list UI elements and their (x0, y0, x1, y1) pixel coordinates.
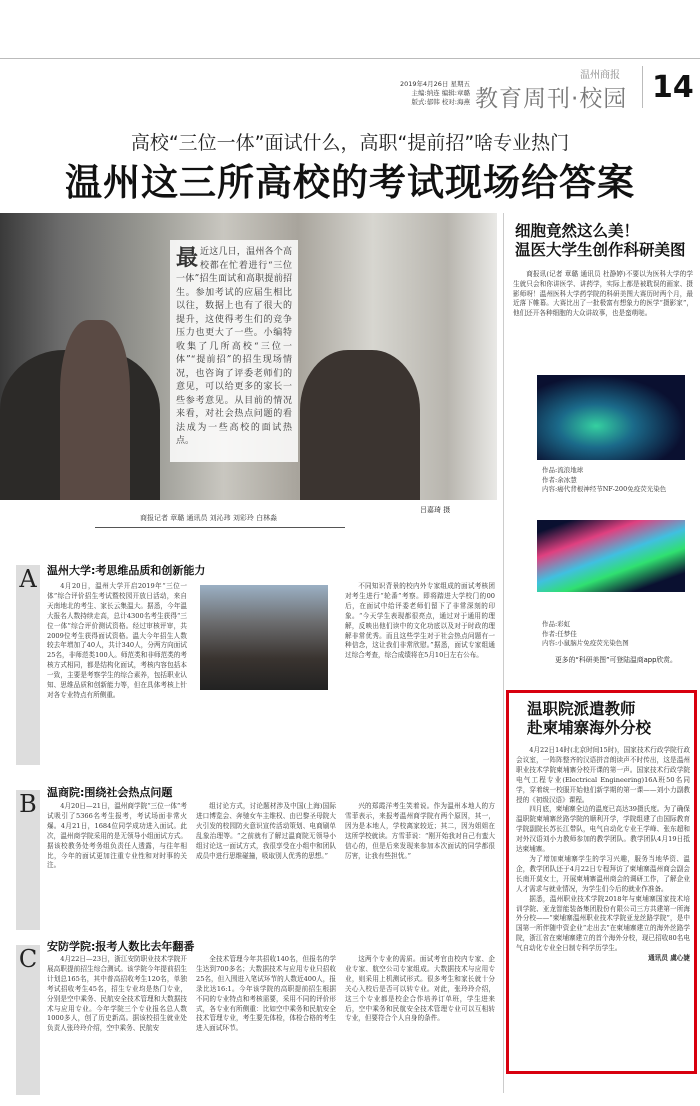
micrograph-1 (537, 375, 685, 460)
section-b-col1: 4月20日—21日，温州商学院“三位一体”考试吸引了5366名考生报考，考试场面非常火爆。4月21日，1684位同学成功进入面试。此次，温州商学院采用的是无领导小组面试方式。据该校教务处考务组负责任人透露，与往年相比，今年的面试更加注重专业性和对时事的关注。 (47, 802, 187, 870)
section-a-marker: A (16, 565, 40, 765)
issue-date: 2019年4月26日 星期五 (399, 80, 470, 88)
feature-title-line2: 赴柬埔寨海外分校 (527, 719, 652, 737)
column-divider (503, 213, 504, 1093)
divider (642, 66, 643, 108)
work-title: 作品:彩虹 (542, 620, 571, 628)
section-c-marker: C (16, 945, 40, 1095)
kicker: 高校“三位一体”面试什么，高职“提前招”啥专业热门 (130, 132, 570, 154)
work-1-caption (542, 466, 666, 495)
section-a-photo (200, 585, 328, 690)
editors: 主编:纳连 编辑:章璐 (411, 89, 470, 97)
lead-intro (170, 240, 298, 462)
section-c-col1: 4月22日—23日，浙江安防职业技术学院开展高职提前招生综合测试。该学院今年提前招生计划总165名，其中普高招收考生120名，单独考试招收考生45名，招生专业均是热门专业，分别是空中乘务、民航安全技术管理和大数据技术与应用专业。今年学院三个专业报名总人数1000多人，创了历史新高。据该校招生就业处负责人张玲玲介绍，空中乘务、民航安 (47, 955, 187, 1033)
masthead-meta (390, 80, 470, 107)
section-b-col3: 兴的郑霞洋考生笑着说。作为温州本地人的方雪菲表示，来报考温州商学院有两个原因，其一，因为是本地人，学校离家较近；其二，因为姐姐在这所学校就读。方雪菲说：“刚开始我对自己有蛮大信心的，但是后来发现来参加本次面试的同学都很厉害，让我有些担忧。” (345, 802, 495, 860)
section-b-title: 温商院:围绕社会热点问题 (47, 786, 173, 799)
section-a-title: 温州大学:考思维品质和创新能力 (47, 564, 206, 577)
feature-title-line1: 温职院派遣教师 (527, 700, 636, 718)
more-link-note: 更多的“科研美图”可登陆温商app欣赏。 (555, 656, 677, 664)
section-b-col2: 组讨论方式，讨论题材涉及中国(上海)国际进口博览会、奔驰女车主维权、由巴黎圣母院大火引发的校园防火意识宣传活动策划、电商刷单乱象治理等。“之前就有了解过温商院无领导小组讨论这一面试方式，我很享受在小组中和团队成员中进行思维碰撞，吸取别人优秀的思想。” (196, 802, 336, 860)
byline: 商报记者 章璐 通讯员 刘沁玮 刘彩玲 白林淼 (140, 514, 278, 522)
paragraph: 四月底，柬埔寨全边的温度已高达39摄氏度。为了确保温职院柬埔寨丝路学院的顺利开学，学院组建了由国际教育学院副院长苏长江带队，电气自动化专业王学峰、张东超和对外汉语刘小力教师参加的教学团队。教学团队4月19日抵达柬埔寨。 (516, 805, 690, 854)
intro-text: 近这几日，温州各个高校都在忙着进行“三位一体”招生面试和高职提前招生。参加考试的应届生相比以往，数据上也有了很大的提升，这使得考生们的竞争压力也更大了一些。小编特收集了几所高校“三位一体”“提前招”的招生现场情况，也咨询了评委老师们的意见，可以给更多的家长一些参考意见。从目前的情况来看，对社会热点问题的看法成为一些高校的面试热点。 (176, 247, 292, 446)
sidebar-body: 商报讯(记者 章璐 通讯员 杜静婷)不要以为医科大学的学生就只会和你讲医学、讲药学，实际上都是被耽误的画家、摄影师呀！温州医科大学药学院的科研美图大赛历时两个月，最近落下帷幕。大赛比出了一批极富有想象力的医学“摄影家”，他们还开各种细胞的大众讲故事，也是蛮萌哒。 (513, 270, 693, 318)
dropcap: 最 (176, 245, 199, 271)
work-author: 作者:任梦佳 (542, 629, 577, 638)
sidebar-title-line2: 温医大学生创作科研美图 (515, 241, 686, 259)
work-author: 作者:余冰慧 (542, 475, 577, 484)
work-title: 作品:流浪地球 (542, 466, 584, 474)
section-a-col3: 不同知识背景的校内外专家组成的面试考核团对考生进行“轮番”考察。即将踏进大学校门的00后，在面试中给评委老师们留下了非常深刻的印象。“今天学生表现都很亮点，通过对于通用的理解，反映出他们读中的文化功底以及对于时政的理解非常优秀。而且这些学生对于社会热点问题有一种信念，这让我们非常欣慰。”据悉，面试专家组通过综合考查，综合成绩将在5月10日左右公布。 (345, 582, 495, 660)
feature-body (516, 746, 690, 964)
work-content: 内容:小鼠脑片免疫荧光染色图 (542, 639, 629, 647)
header-rule (0, 58, 700, 59)
work-content: 内容:癌代背根神经节NF-200免疫荧光染色 (542, 485, 667, 493)
section-title: 教育周刊·校园 (475, 86, 628, 112)
photo-credit: 吕嘉琦 摄 (420, 506, 451, 514)
feature-signature: 通讯员 虞心婕 (648, 954, 690, 963)
page-number: 14 (652, 70, 694, 105)
section-c-col2: 全技术管理今年共招收140名，但报名的学生达到700多名；大数据技术与应用专业只招收25名，但入围进入笔试环节的人数近400人，报录比达16:1。今年该学院的高职提前招生根据不同的专业特点和考核需要，采用不同的评价形式，各专业有所侧重：比如空中乘务和民航安全技术管理专业，考生要先体检，体检合格的考生进入面试环节。 (196, 955, 336, 1033)
headline: 温州这三所高校的考试现场给答案 (65, 161, 635, 204)
micrograph-2 (537, 520, 685, 592)
paper-name: 温州商报 (580, 70, 620, 81)
feature-title (527, 700, 651, 738)
layout-credits: 版式:郁韩 校对:海燕 (411, 98, 470, 106)
sidebar-title (515, 222, 686, 260)
paragraph: 为了增加柬埔寨学生的学习兴趣，服务当地华资、温企，教学团队还于4月22日专程拜访了柬埔寨温州商会副会长南开莫女士，开展柬埔寨温州商会的调研工作，了解企业人才需求与就业情况，为学生们今后的就业作准备。 (516, 854, 690, 893)
sidebar-title-line1: 细胞竟然这么美！ (515, 222, 640, 240)
section-c-col3: 这两个专业的需质。面试考官由校内专家、企业专家、航空公司专家组成。大数据技术与应用专业，则采用上机测试形式。很多考生和家长就十分关心入校后是否可以转专业。对此，张玲玲介绍，这三个专业都是校企合作培养订单班，学生进来后，空中乘务和民航安全技术管理专业可以互相转专业，但要符合个人自身的条件。 (345, 955, 495, 1023)
section-a-col1: 4月20日，温州大学开启2019年“三位一体”综合评价招生考试暨校园开放日活动，来自天南地北的考生、家长云集温大。据悉，今年温大报名人数持续走高，总计4300名考生获得“三位一体”综合评价测试资格。经过审核评审，共2009位考生获得面试资格。温大今年招生人数较去年增加了40人，共计340人，分两方向面试25名，非师范类100人。师范类和非师范类的考核方式相同，都是结构化面试，考核内容包括本一致，主要是考察学生的综合素养，包括职业认知、思维品质和创新能力等，但在具体考核上针对各专业特点有所侧重。 (47, 582, 187, 699)
paragraph: 4月22日14时(北京时间15时)，国家技术行政学院行政会议室，一阵阵整齐的汉语拼音朗读声不时传出，这是温州职业技术学院柬埔寨分校开课的第一声。国家技术行政学院电气工程专业(Electrical Engineering)16A班50名同学，穿着统一校服开始他们新学期的第一课——刘小力副教授的《初级汉语》课程。 (516, 746, 690, 804)
work-2-caption (542, 620, 629, 649)
byline-rule (95, 527, 345, 528)
paragraph: 据悉，温州职业技术学院2018年与柬埔寨国家技术培训学院、亚龙智能装备集团股份有限公司三方共建第一所海外分校——“柬埔寨温州职业技术学院亚龙丝路学院”，是中国第一所伴随中资企业“走出去”在柬埔寨建立的海外丝路学院，浙江省在柬埔寨建立的首个海外分校，现已招收80名电气自动化专业全日制专科学历学生。 (516, 894, 690, 953)
section-c-title: 安防学院:报考人数比去年翻番 (47, 940, 195, 953)
section-b-marker: B (16, 790, 40, 930)
